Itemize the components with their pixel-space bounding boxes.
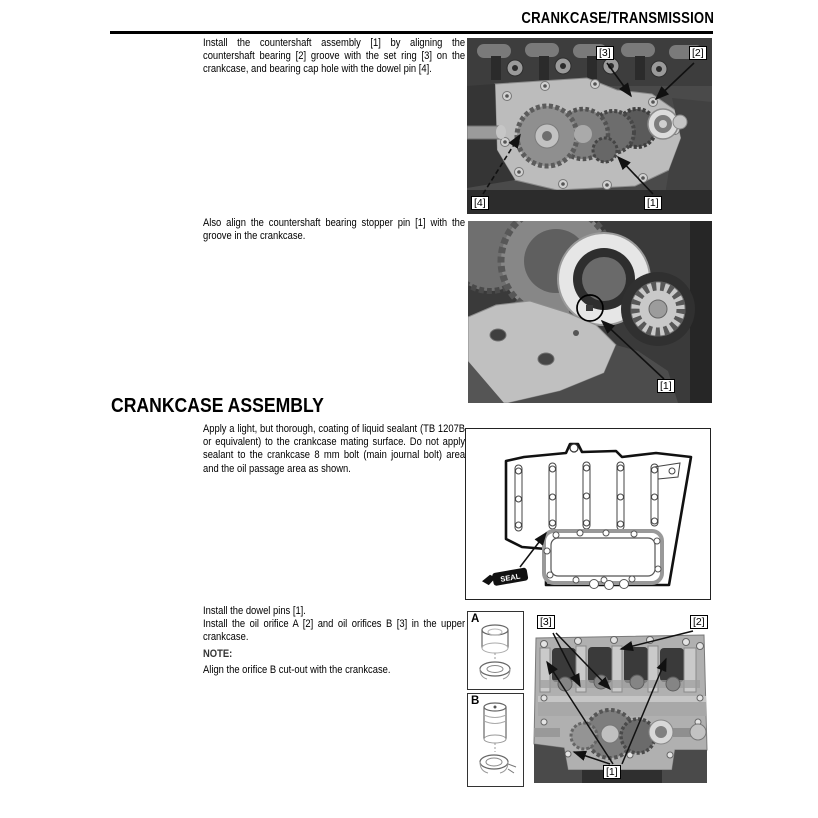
figure-stopper-pin-photo (468, 221, 712, 403)
note-text: Align the orifice B cut-out with the crankcase. (203, 664, 391, 676)
callout-dowel-pin: [4] (471, 196, 489, 210)
callout-oil-orifices-b: [3] (537, 615, 555, 629)
inset-oil-orifice-b (467, 693, 524, 787)
callout-countershaft-assembly: [1] (644, 196, 662, 210)
page-title: CRANKCASE/TRANSMISSION (521, 10, 714, 27)
sealant-diagram-illustration (466, 429, 710, 599)
figure-countershaft-install-photo (467, 38, 712, 214)
callout-stopper-pin: [1] (657, 379, 675, 393)
callout-oil-orifice-a: [2] (690, 615, 708, 629)
countershaft-photo-illustration (467, 38, 712, 214)
inset-a-label: A (471, 613, 480, 625)
instruction-align-stopper-pin: Also align the countershaft bearing stopper pin [1] with the groove in the crankcase. (203, 217, 466, 243)
upper-crankcase-photo-illustration (530, 622, 711, 783)
instruction-apply-sealant: Apply a light, but thorough, coating of liquid sealant (TB 1207B or equivalent) to the crankcase mating surface. Do not apply sealant to the crankcase 8 mm bolt (main journal bolt) area and the oil passage area as shown. (203, 423, 466, 475)
stopper-pin-photo-illustration (468, 221, 712, 403)
callout-set-ring: [3] (596, 46, 614, 60)
instruction-install-oil-orifice: Install the oil orifice A [2] and oil orifices B [3] in the upper crankcase. (203, 618, 466, 644)
seal-tube-label: SEAL (499, 571, 521, 584)
callout-dowel-pins: [1] (603, 765, 621, 779)
note-label: NOTE: (203, 648, 233, 660)
figure-oil-orifice-photo (467, 611, 712, 787)
figure-sealant-diagram (465, 428, 711, 600)
instruction-install-dowel-pins: Install the dowel pins [1]. (203, 605, 306, 617)
inset-oil-orifice-a (467, 611, 524, 690)
inset-b-label: B (471, 695, 480, 707)
section-heading-crankcase-assembly: CRANKCASE ASSEMBLY (111, 395, 324, 417)
callout-countershaft-bearing: [2] (689, 46, 707, 60)
oil-orifice-b-drawing (468, 694, 522, 784)
header-rule (110, 31, 713, 34)
instruction-install-countershaft: Install the countershaft assembly [1] by aligning the countershaft bearing [2] groove with the set ring [3] on the crankcase, and bearing cap hole with the dowel pin [4]. (203, 37, 466, 76)
